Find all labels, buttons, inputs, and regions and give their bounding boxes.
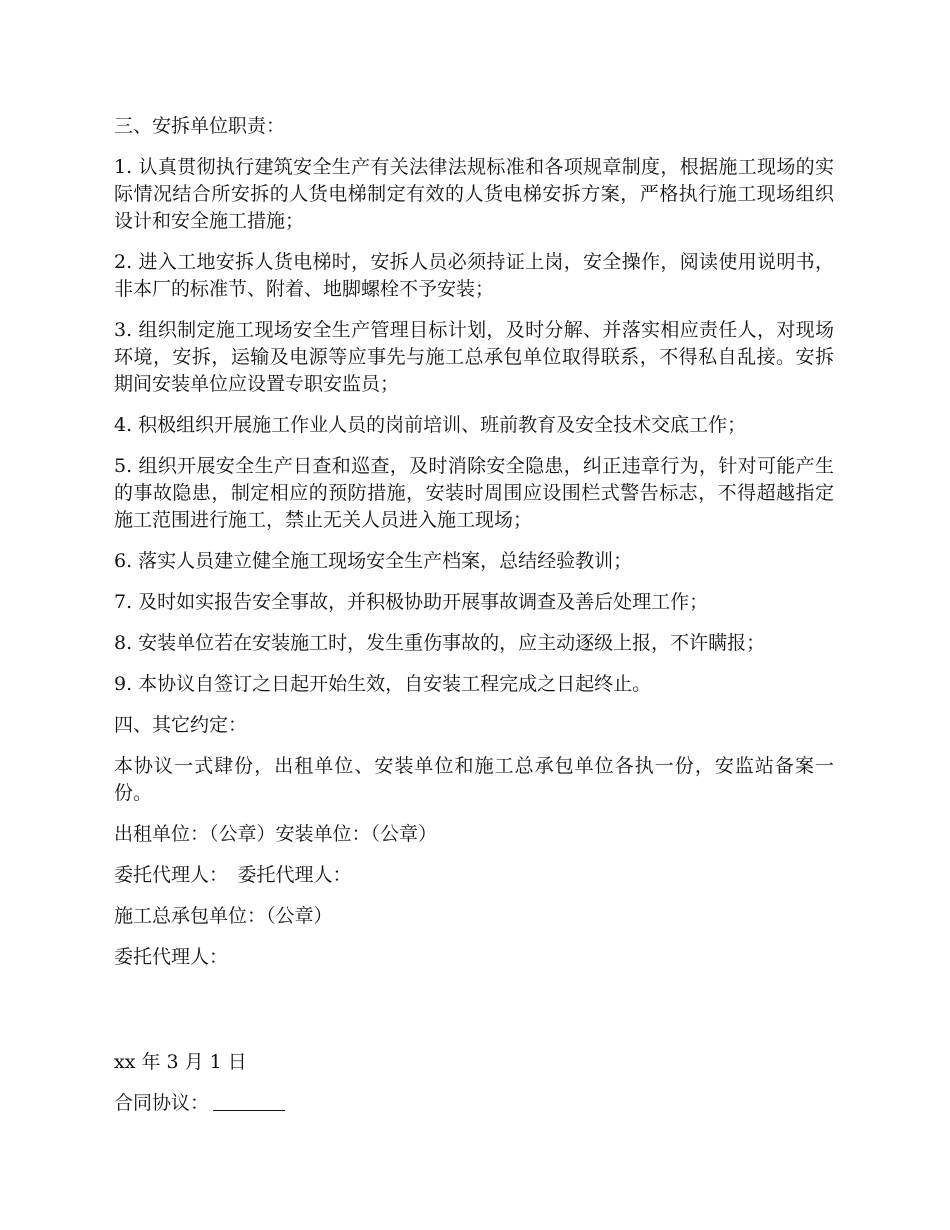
- clause-7: 7. 及时如实报告安全事故，并积极协助开展事故调查及善后处理工作；: [114, 591, 709, 613]
- signing-date: xx 年 3 月 1 日: [114, 1051, 247, 1073]
- signature-line-general-contractor: 施工总承包单位：（公章）: [114, 905, 333, 927]
- section-heading-4: 四、其它约定：: [114, 714, 248, 736]
- clause-3: 3. 组织制定施工现场安全生产管理目标计划，及时分解、并落实相应责任人，对现场环境，安拆，运输及电源等应事先与施工总承包单位取得联系，不得私自乱接。安拆期间安装单位应设置专职安监员；: [114, 319, 834, 395]
- spacer: [114, 985, 834, 1049]
- contract-label: 合同协议：: [114, 1092, 210, 1114]
- clause-4: 4. 积极组织开展施工作业人员的岗前培训、班前教育及安全技术交底工作；: [114, 414, 747, 436]
- clause-2: 2. 进入工地安拆人货电梯时，安拆人员必须持证上岗，安全操作，阅读使用说明书，非本厂的标准节、附着、地脚螺栓不予安装；: [114, 251, 834, 300]
- clause-9: 9. 本协议自签订之日起开始生效，自安装工程完成之日起终止。: [114, 673, 652, 695]
- signature-line-lessor-installer: 出租单位：（公章）安装单位：（公章）: [114, 823, 438, 845]
- section-heading-3: 三、安拆单位职责：: [114, 115, 286, 137]
- clause-6: 6. 落实人员建立健全施工现场安全生产档案，总结经验教训；: [114, 550, 633, 572]
- clause-1: 1. 认真贯彻执行建筑安全生产有关法律法规标准和各项规章制度，根据施工现场的实际情况结合所安拆的人货电梯制定有效的人货电梯安拆方案，严格执行施工现场组织设计和安全施工措施；: [114, 156, 834, 232]
- blank-underline: [213, 1090, 285, 1111]
- clause-8: 8. 安装单位若在安装施工时，发生重伤事故的，应主动逐级上报，不许瞒报；: [114, 632, 766, 654]
- signature-line-agents: 委托代理人： 委托代理人：: [114, 864, 352, 886]
- signature-line-agent: 委托代理人：: [114, 946, 229, 968]
- document-body: [114, 113, 834, 1131]
- clause-5: 5. 组织开展安全生产日查和巡查，及时消除安全隐患，纠正违章行为，针对可能产生的事故隐患，制定相应的预防措施，安装时周围应设围栏式警告标志，不得超越指定施工范围进行施工，禁止无关人员进入施工现场；: [114, 455, 834, 531]
- contract-line: [114, 1090, 834, 1117]
- section-4-body: 本协议一式肆份，出租单位、安装单位和施工总承包单位各执一份，安监站备案一份。: [114, 755, 834, 804]
